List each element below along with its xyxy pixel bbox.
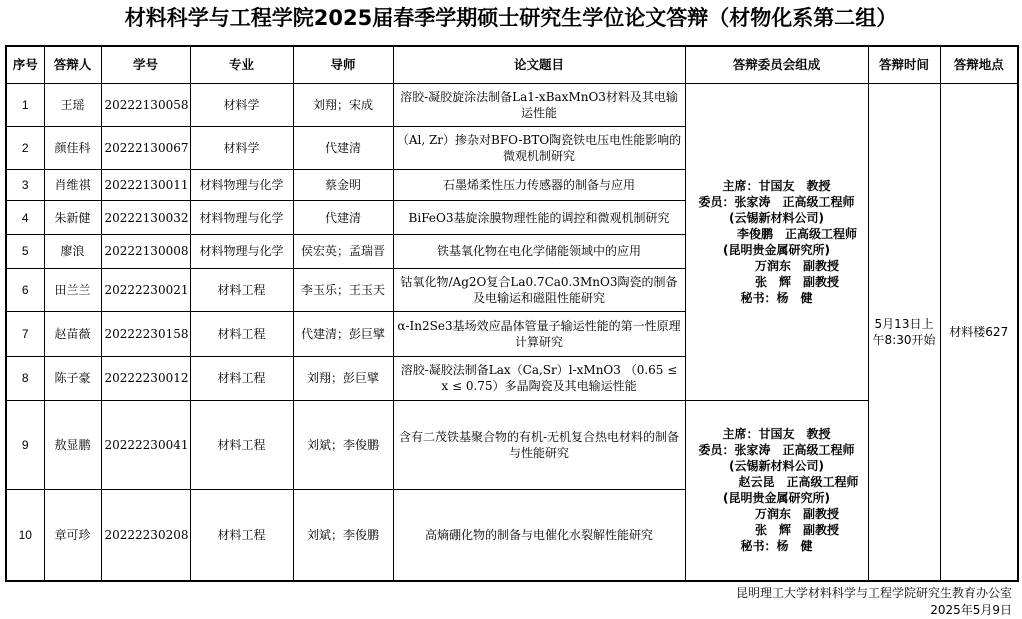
cell-name: 章可珍 (44, 490, 101, 581)
cell-student-id: 20222230021 (101, 268, 190, 311)
committee-a (685, 84, 868, 401)
committee-b-member1: 委员：张家涛 正高级工程师 (698, 443, 855, 458)
cell-advisor: 刘斌；李俊鹏 (293, 400, 393, 490)
table-row (6, 400, 1018, 490)
committee-a-chair: 主席：甘国友 教授 (722, 178, 831, 193)
committee-b-member3: 万润东 副教授 (754, 507, 839, 522)
cell-seq: 1 (6, 84, 44, 127)
defense-place: 材料楼627 (940, 84, 1018, 582)
header-advisor: 导师 (293, 46, 393, 84)
committee-a-member2: 李俊鹏 正高级工程师 (736, 226, 857, 241)
committee-a-member2-org: (昆明贵金属研究所) (723, 242, 830, 257)
cell-advisor: 蔡金明 (293, 169, 393, 201)
cell-major: 材料工程 (190, 356, 293, 400)
cell-topic: （Al, Zr）掺杂对BFO-BTO陶瓷铁电压电性能影响的微观机制研究 (393, 126, 685, 169)
committee-a-member3: 万润东 副教授 (754, 258, 839, 273)
cell-name: 田兰兰 (44, 268, 101, 311)
cell-major: 材料物理与化学 (190, 201, 293, 235)
committee-b (685, 400, 868, 581)
cell-advisor: 代建清 (293, 126, 393, 169)
committee-b-member2-org: (昆明贵金属研究所) (723, 491, 830, 506)
committee-a-member1-org: (云锡新材料公司) (729, 210, 824, 225)
cell-advisor: 代建清 (293, 201, 393, 235)
cell-topic: 含有二茂铁基聚合物的有机-无机复合热电材料的制备与性能研究 (393, 400, 685, 490)
footer-office: 昆明理工大学材料科学与工程学院研究生教育办公室 (735, 586, 1012, 600)
cell-topic: 溶胶-凝胶法制备Lax（Ca,Sr）l-xMnO3 （0.65 ≤ x ≤ 0.75）多晶陶瓷及其电输运性能 (393, 356, 685, 400)
cell-topic: BiFeO3基旋涂膜物理性能的调控和微观机制研究 (393, 201, 685, 235)
cell-name: 赵苗薇 (44, 311, 101, 356)
cell-topic: 高熵硼化物的制备与电催化水裂解性能研究 (393, 490, 685, 581)
header-committee: 答辩委员会组成 (685, 46, 868, 84)
cell-name: 陈子豪 (44, 356, 101, 400)
defense-schedule-table (5, 45, 1019, 582)
cell-major: 材料工程 (190, 400, 293, 490)
cell-student-id: 20222130032 (101, 201, 190, 235)
cell-name: 肖维祺 (44, 169, 101, 201)
committee-a-secretary: 秘书：杨 健 (740, 290, 813, 305)
cell-advisor: 侯宏英；孟瑞晋 (293, 235, 393, 269)
header-topic: 论文题目 (393, 46, 685, 84)
cell-seq: 3 (6, 169, 44, 201)
cell-name: 王瑶 (44, 84, 101, 127)
cell-student-id: 20222230041 (101, 400, 190, 490)
cell-topic: 石墨烯柔性压力传感器的制备与应用 (393, 169, 685, 201)
cell-major: 材料学 (190, 84, 293, 127)
footer-date: 2025年5月9日 (930, 603, 1012, 617)
header-seq: 序号 (6, 46, 44, 84)
committee-b-member1-org: (云锡新材料公司) (729, 459, 824, 474)
table-header-row (6, 46, 1018, 84)
cell-advisor: 刘翔；彭巨擘 (293, 356, 393, 400)
cell-seq: 4 (6, 201, 44, 235)
cell-seq: 5 (6, 235, 44, 269)
committee-b-member4: 张 辉 副教授 (754, 523, 839, 538)
cell-topic: α-In2Se3基场效应晶体管量子输运性能的第一性原理计算研究 (393, 311, 685, 356)
cell-student-id: 20222130011 (101, 169, 190, 201)
cell-seq: 10 (6, 490, 44, 581)
cell-name: 敖显鹏 (44, 400, 101, 490)
cell-advisor: 李玉乐；王玉天 (293, 268, 393, 311)
defense-time: 5月13日上午8:30开始 (868, 84, 940, 582)
header-student-id: 学号 (101, 46, 190, 84)
cell-major: 材料工程 (190, 490, 293, 581)
header-place: 答辩地点 (940, 46, 1018, 84)
committee-a-member4: 张 辉 副教授 (754, 274, 839, 289)
cell-student-id: 20222130058 (101, 84, 190, 127)
cell-student-id: 20222130067 (101, 126, 190, 169)
cell-seq: 6 (6, 268, 44, 311)
cell-advisor: 代建清；彭巨擘 (293, 311, 393, 356)
cell-seq: 9 (6, 400, 44, 490)
cell-major: 材料工程 (190, 311, 293, 356)
cell-student-id: 20222230012 (101, 356, 190, 400)
cell-topic: 铁基氧化物在电化学储能领域中的应用 (393, 235, 685, 269)
cell-name: 廖浪 (44, 235, 101, 269)
committee-b-member2: 赵云昆 正高级工程师 (738, 475, 859, 490)
header-time: 答辩时间 (868, 46, 940, 84)
cell-major: 材料工程 (190, 268, 293, 311)
cell-name: 颜佳科 (44, 126, 101, 169)
cell-student-id: 20222230208 (101, 490, 190, 581)
cell-topic: 溶胶-凝胶旋涂法制备La1-xBaxMnO3材料及其电输运性能 (393, 84, 685, 127)
cell-student-id: 20222230158 (101, 311, 190, 356)
document-title: 材料科学与工程学院2025届春季学期硕士研究生学位论文答辩（材物化系第二组） (124, 6, 898, 30)
committee-b-secretary: 秘书：杨 健 (740, 539, 813, 554)
cell-major: 材料物理与化学 (190, 235, 293, 269)
header-major: 专业 (190, 46, 293, 84)
header-name: 答辩人 (44, 46, 101, 84)
cell-topic: 钴氧化物/Ag2O复合La0.7Ca0.3MnO3陶瓷的制备及电输运和磁阻性能研究 (393, 268, 685, 311)
cell-seq: 2 (6, 126, 44, 169)
cell-name: 朱新健 (44, 201, 101, 235)
cell-seq: 7 (6, 311, 44, 356)
cell-advisor: 刘斌；李俊鹏 (293, 490, 393, 581)
cell-major: 材料学 (190, 126, 293, 169)
committee-b-chair: 主席：甘国友 教授 (722, 427, 831, 442)
cell-seq: 8 (6, 356, 44, 400)
cell-major: 材料物理与化学 (190, 169, 293, 201)
table-row (6, 84, 1018, 127)
cell-advisor: 刘翔；宋成 (293, 84, 393, 127)
committee-a-member1: 委员：张家涛 正高级工程师 (698, 194, 855, 209)
cell-student-id: 20222130008 (101, 235, 190, 269)
